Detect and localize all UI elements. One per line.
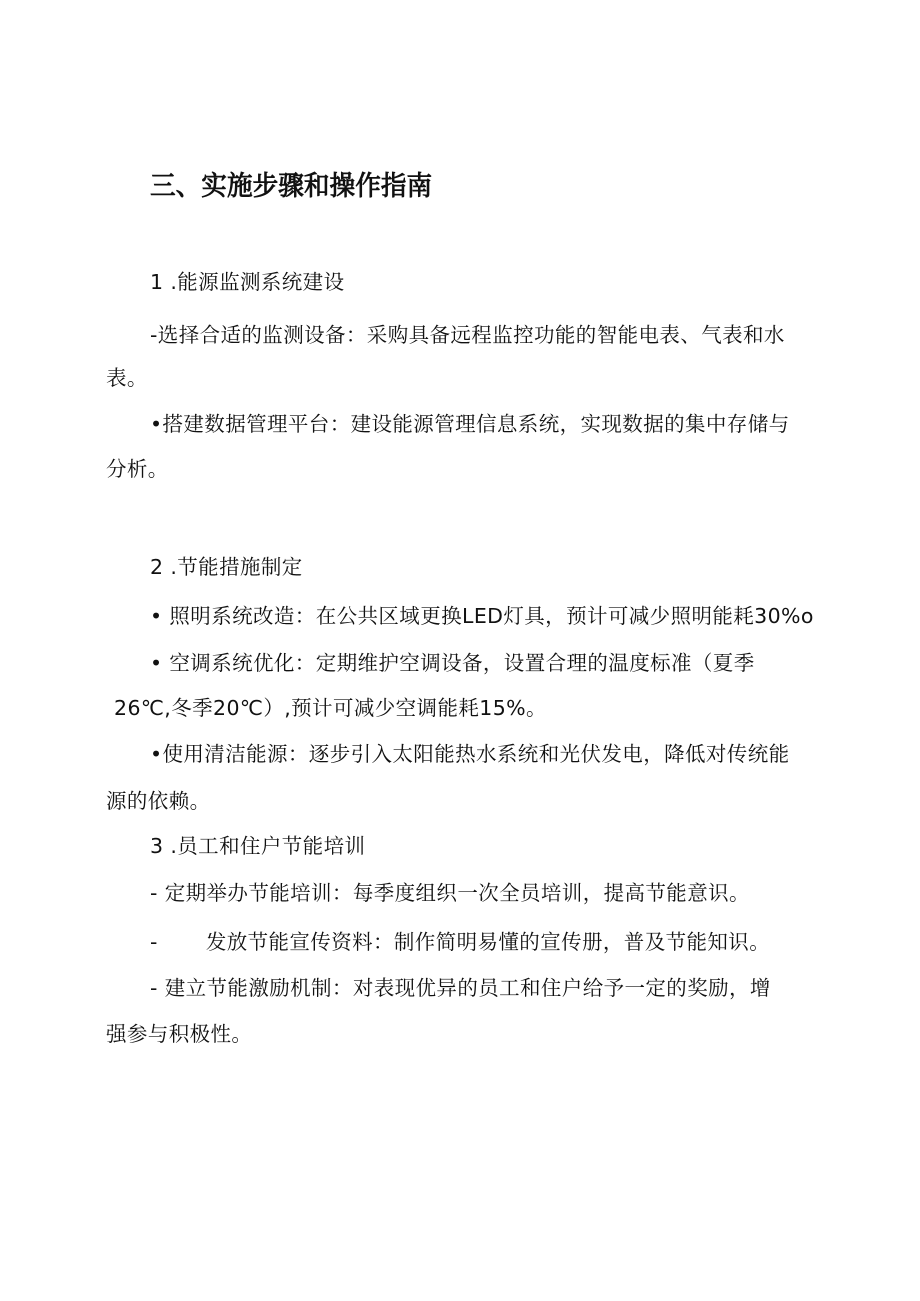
paragraph-line [150,929,770,955]
page-title: 三、实施步骤和操作指南 [150,171,433,202]
paragraph-line: 分析。 [106,457,169,481]
section-heading: 1 .能源监测系统建设 [150,270,345,294]
paragraph-line: 26℃,冬季20℃）,预计可减少空调能耗15%。 [114,696,547,720]
section-heading: 2 .节能措施制定 [150,555,303,579]
paragraph-line: -选择合适的监测设备：采购具备远程监控功能的智能电表、气表和水 [150,323,785,347]
paragraph-line: - 定期举办节能培训：每季度组织一次全员培训，提高节能意识。 [150,881,750,905]
paragraph-line: 表。 [106,366,148,390]
paragraph-line: •搭建数据管理平台：建设能源管理信息系统，实现数据的集中存储与 [150,412,790,436]
paragraph-text: 发放节能宣传资料：制作简明易懂的宣传册，普及节能知识。 [205,930,771,954]
paragraph-line: • 照明系统改造：在公共区域更换LED灯具，预计可减少照明能耗30%o [150,604,814,628]
paragraph-line: 强参与积极性。 [106,1022,253,1046]
paragraph-line: •使用清洁能源：逐步引入太阳能热水系统和光伏发电，降低对传统能 [150,742,790,766]
dash-marker: - [150,930,158,954]
paragraph-line: • 空调系统优化：定期维护空调设备，设置合理的温度标准（夏季 [150,651,755,675]
section-heading: 3 .员工和住户节能培训 [150,834,366,858]
paragraph-line: 源的依赖。 [106,789,211,813]
paragraph-line: - 建立节能激励机制：对表现优异的员工和住户给予一定的奖励，增 [150,976,771,1000]
